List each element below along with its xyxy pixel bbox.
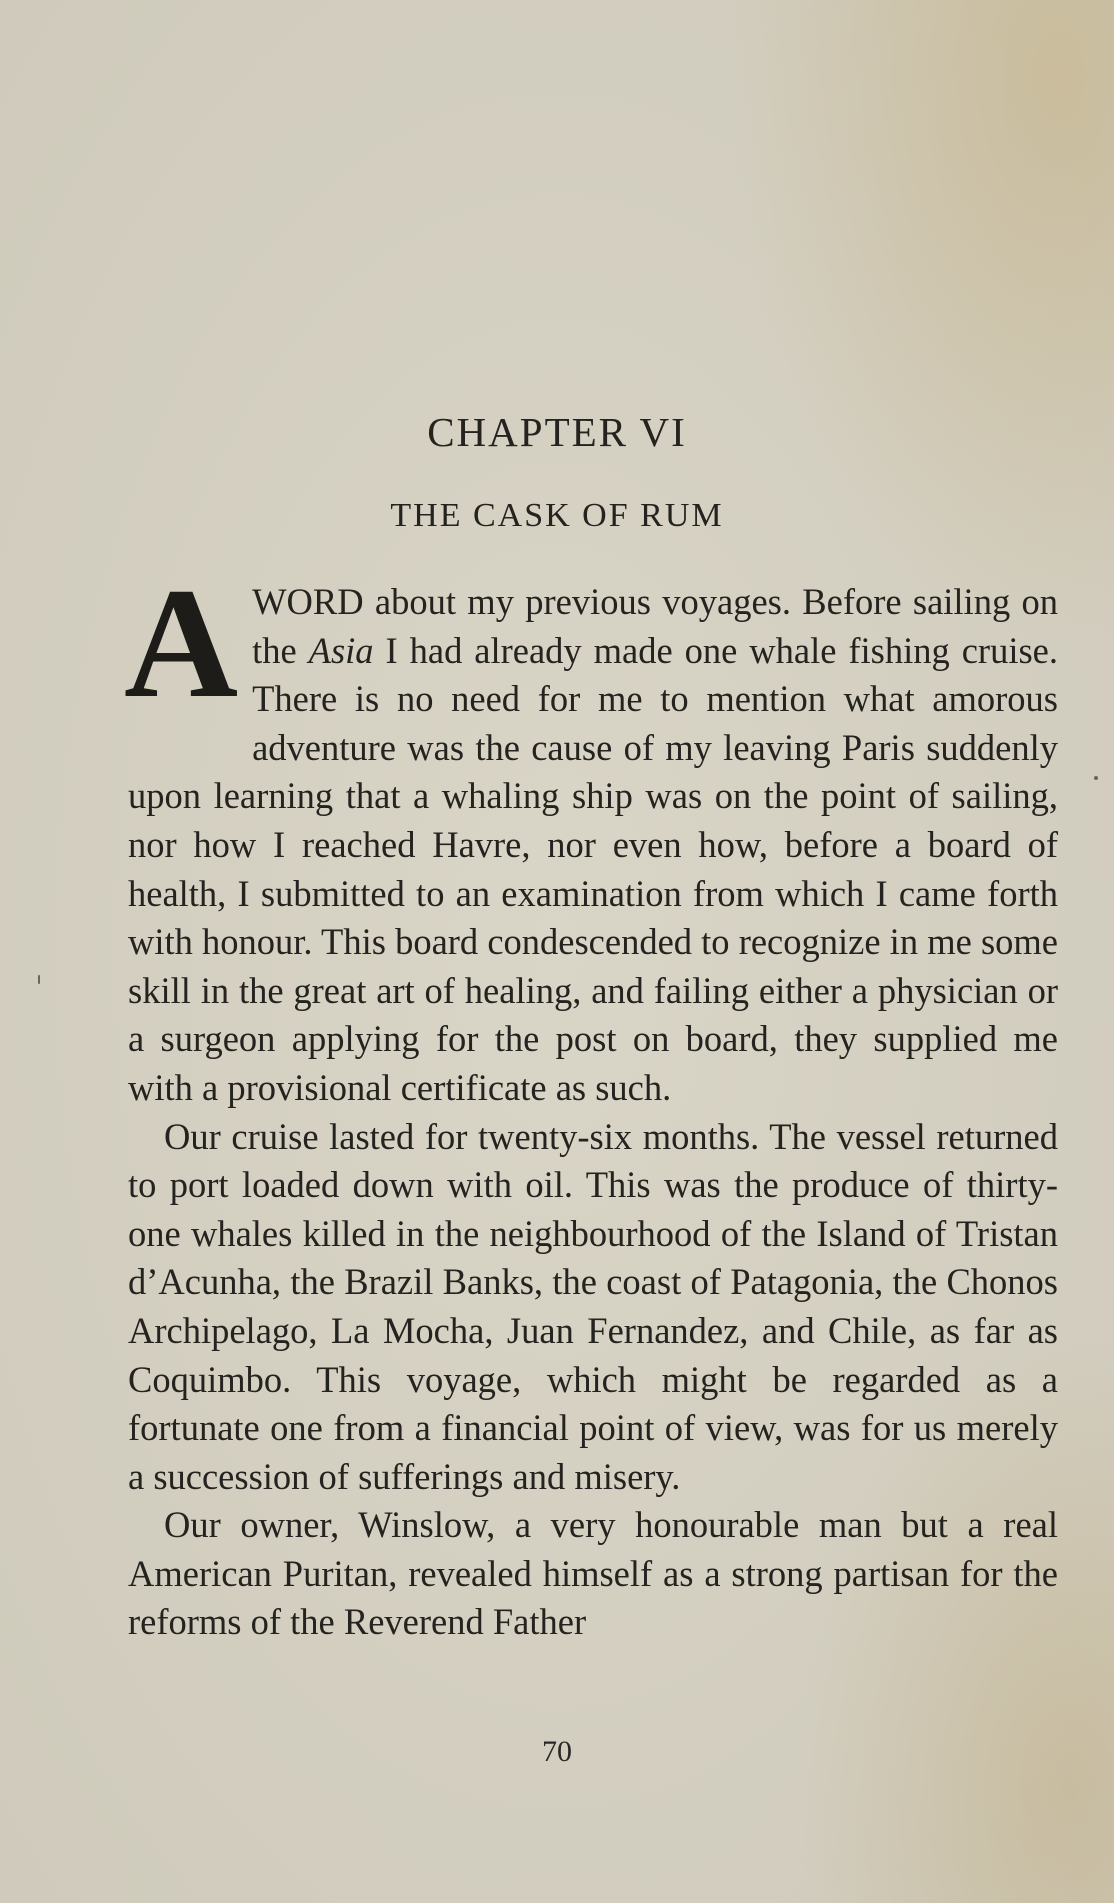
chapter-title: THE CASK OF RUM [390, 497, 724, 534]
body-text [124, 556, 1058, 1647]
drop-cap: A [124, 556, 239, 731]
paragraph-2: Our cruise lasted for twenty-six months. The vessel returned to port loaded down with oil. This was the produce of thirty-one whales killed in the neighbourhood of the Island of Tristan d’Acunha, the Brazil Banks, the coast of Patagonia, the Chonos Archipelago, La Mocha, Juan Fernandez, and Chile, as far as Coquimbo. This voyage, which might be regarded as a fortunate one from a financial point of view, was for us merely a succession of sufferings and misery. [128, 1115, 1058, 1497]
paragraph-1-lead: WORD about my previous voyages. Before sailing on the [252, 581, 1058, 671]
chapter-number: CHAPTER VI [427, 409, 687, 455]
paragraph-1 [124, 556, 1058, 1113]
ink-speck [38, 975, 40, 984]
ink-speck [1094, 776, 1098, 780]
paragraph-1-rest: I had already made one whale fishing cruise. There is no need for me to mention what amorous adventure was the cause of my leaving Paris suddenly upon learning that a whaling ship was on the point of sailing, nor how I reached Havre, nor even how, before a board of health, I submitted to an examination from which I came forth with honour. This board condescended to recognize in me some skill in the great art of healing, and failing either a physician or a surgeon applying for the post on board, they supplied me with a provisional certificate as such. [128, 629, 1058, 1108]
page-number: 70 [542, 1735, 572, 1768]
paragraph-3: Our owner, Winslow, a very honourable man but a real American Puritan, revealed himself as a strong partisan for the reforms of the Reverend Father [128, 1504, 1058, 1643]
ship-name-italic: Asia [308, 629, 374, 671]
